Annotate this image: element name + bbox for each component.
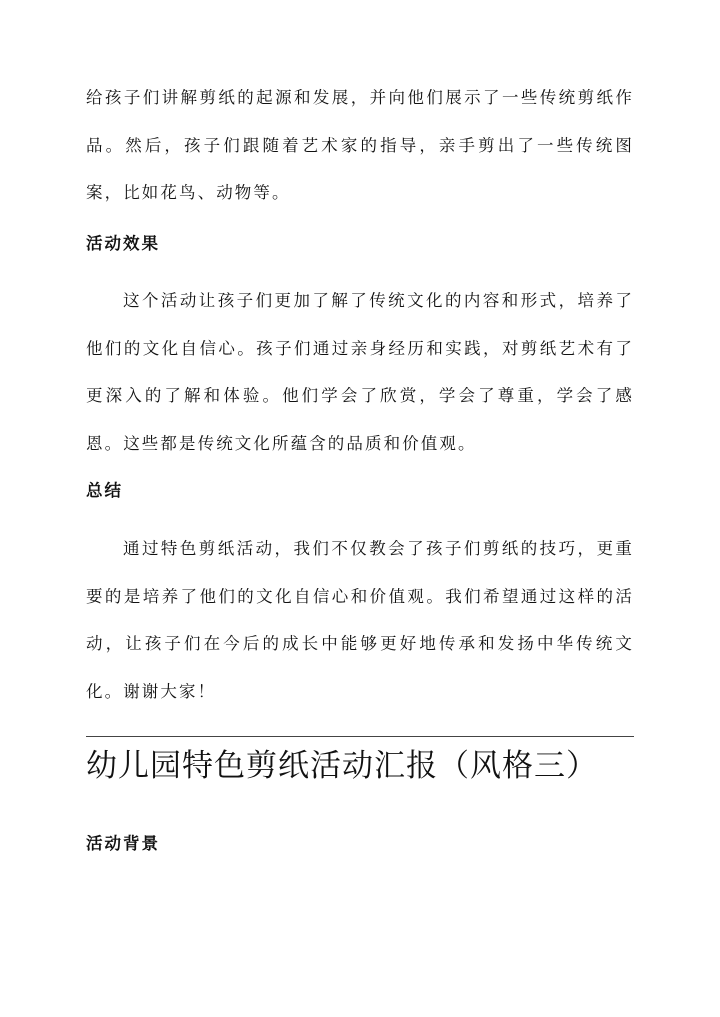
section-title: 幼儿园特色剪纸活动汇报（风格三） <box>86 748 598 784</box>
intro-paragraph: 给孩子们讲解剪纸的起源和发展，并向他们展示了一些传统剪纸作品。然后，孩子们跟随着艺术家的指导，亲手剪出了一些传统图案，比如花鸟、动物等。 <box>86 88 634 202</box>
summary-paragraph: 通过特色剪纸活动，我们不仅教会了孩子们剪纸的技巧，更重要的是培养了他们的文化自信心和价值观。我们希望通过这样的活动，让孩子们在今后的成长中能够更好地传承和发扬中华传统文化。谢谢大家！ <box>86 539 634 701</box>
section-divider <box>86 736 634 737</box>
summary-heading: 总结 <box>86 481 123 500</box>
effect-paragraph: 这个活动让孩子们更加了解了传统文化的内容和形式，培养了他们的文化自信心。孩子们通过亲身经历和实践，对剪纸艺术有了更深入的了解和体验。他们学会了欣赏，学会了尊重，学会了感恩。这些都是传统文化所蕴含的品质和价值观。 <box>86 291 634 453</box>
background-heading: 活动背景 <box>86 834 160 853</box>
effect-heading: 活动效果 <box>86 234 160 253</box>
